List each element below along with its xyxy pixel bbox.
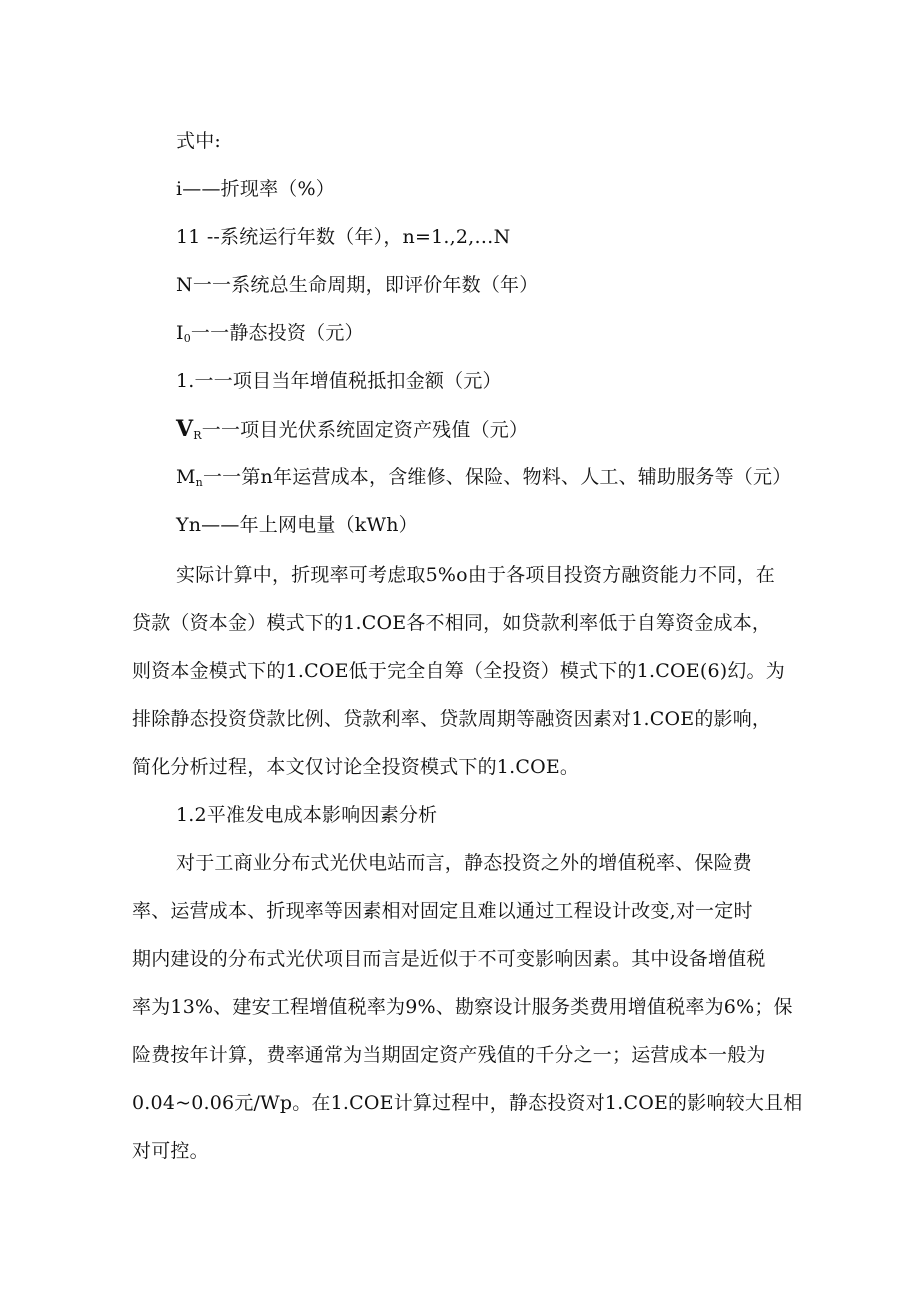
paragraph1-line: 实际计算中，折现率可考虑取5%o由于各项目投资方融资能力不同，在 bbox=[176, 564, 775, 586]
symbol-I: I bbox=[176, 322, 184, 344]
symbol-V-subscript: R bbox=[193, 429, 202, 442]
definition-Yn: Yn——年上网电量（kWh） bbox=[176, 514, 418, 536]
definition-VR-text: 一一项目光伏系统固定资产残值（元） bbox=[201, 419, 529, 441]
definition-n: 11 --系统运行年数（年），n=1.,2,…N bbox=[176, 226, 511, 248]
definition-i: i——折现率（%） bbox=[176, 178, 335, 200]
definition-VR bbox=[176, 416, 528, 443]
paragraph2-line: 率、运营成本、折现率等因素相对固定且难以通过工程设计改变,对一定时 bbox=[132, 900, 753, 922]
definitions-intro: 式中: bbox=[176, 130, 222, 152]
paragraph2-line: 对可控。 bbox=[132, 1140, 209, 1162]
paragraph2-line: 期内建设的分布式光伏项目而言是近似于不可变影响因素。其中设备增值税 bbox=[132, 948, 766, 970]
paragraph2-line: 对于工商业分布式光伏电站而言，静态投资之外的增值税率、保险费 bbox=[176, 852, 753, 874]
definition-vat: 1.一一项目当年增值税抵扣金额（元） bbox=[176, 370, 502, 392]
symbol-M-subscript: n bbox=[195, 476, 203, 489]
symbol-I-subscript: 0 bbox=[183, 332, 191, 345]
paragraph1-line: 简化分析过程，本文仅讨论全投资模式下的1.COE。 bbox=[132, 756, 580, 778]
symbol-M: M bbox=[176, 466, 196, 488]
paragraph1-line: 则资本金模式下的1.COE低于完全自筹（全投资）模式下的1.COE(6)幻。为 bbox=[132, 660, 785, 682]
paragraph1-line: 贷款（资本金）模式下的1.COE各不相同，如贷款利率低于自筹资金成本， bbox=[132, 612, 772, 634]
definition-Mn bbox=[176, 464, 791, 490]
paragraph2-line: 0.04~0.06元/Wp。在1.COE计算过程中，静态投资对1.COE的影响较大且相 bbox=[132, 1092, 803, 1114]
definition-N: N一一系统总生命周期，即评价年数（年） bbox=[176, 274, 539, 296]
symbol-V: V bbox=[176, 416, 194, 442]
paragraph2-line: 率为13%、建安工程增值税率为9%、勘察设计服务类费用增值税率为6%；保 bbox=[132, 996, 793, 1018]
paragraph1-line: 排除静态投资贷款比例、贷款利率、贷款周期等融资因素对1.COE的影响， bbox=[132, 708, 772, 730]
paragraph2-line: 险费按年计算，费率通常为当期固定资产残值的千分之一；运营成本一般为 bbox=[132, 1044, 766, 1066]
definition-I0 bbox=[176, 320, 364, 346]
definition-Mn-text: 一一第n年运营成本，含维修、保险、物料、人工、辅助服务等（元） bbox=[202, 466, 792, 488]
definition-I0-text: 一一静态投资（元） bbox=[190, 322, 364, 344]
section-heading: 1.2平准发电成本影响因素分析 bbox=[176, 804, 438, 826]
